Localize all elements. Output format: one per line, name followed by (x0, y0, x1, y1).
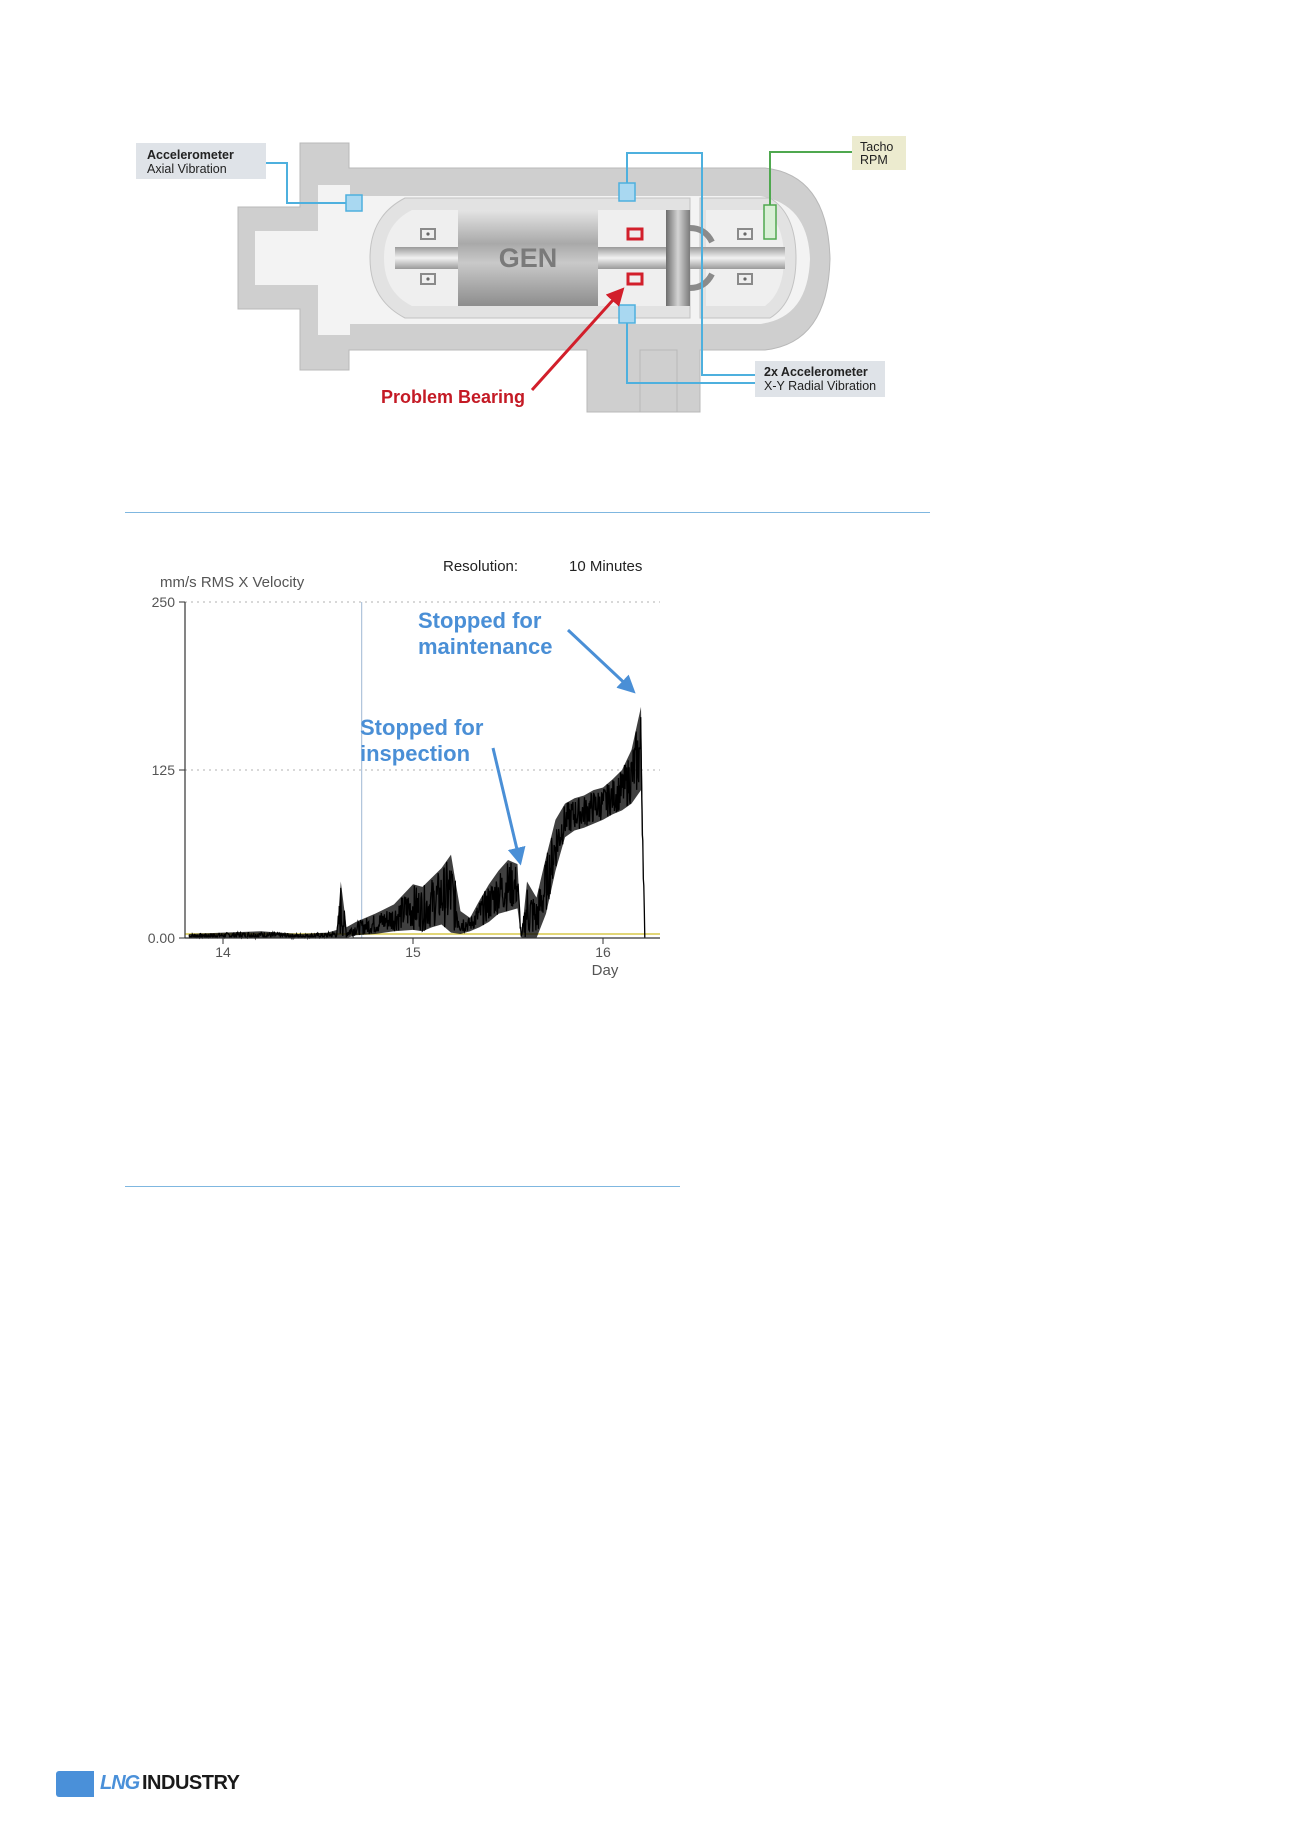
svg-text:Axial Vibration: Axial Vibration (147, 162, 227, 176)
resolution-label: Resolution: (443, 558, 519, 575)
y-tick-label: 0.00 (147, 930, 175, 946)
annotation-arrow (493, 748, 520, 862)
lng-industry-logo (56, 1771, 246, 1799)
annotation-text-line2: maintenance (418, 634, 553, 659)
annotation-arrow (568, 630, 633, 691)
separator-bottom (125, 1186, 680, 1187)
logo-industry-text: INDUSTRY (142, 1772, 240, 1794)
y-tick-label: 250 (151, 594, 175, 610)
x-tick-label: 15 (405, 944, 421, 960)
annotation-text-line2: inspection (360, 741, 471, 766)
svg-text:Problem Bearing: Problem Bearing (381, 387, 526, 407)
y-tick-label: 125 (151, 762, 175, 778)
annotation-text-line1: Stopped for (418, 608, 542, 633)
svg-text:Tacho: Tacho (860, 140, 894, 154)
svg-text:X-Y Radial Vibration: X-Y Radial Vibration (764, 379, 877, 393)
logo-lng-text: LNG (100, 1772, 140, 1794)
svg-text:2x Accelerometer: 2x Accelerometer (764, 365, 868, 379)
svg-text:Accelerometer: Accelerometer (147, 148, 234, 162)
gen-label: GEN (498, 243, 558, 273)
svg-text:RPM: RPM (860, 153, 888, 167)
resolution-value: 10 Minutes (569, 558, 643, 575)
annotation-text-line1: Stopped for (360, 715, 484, 740)
logo-block (56, 1771, 94, 1797)
x-tick-label: 16 (595, 944, 611, 960)
x-tick-label: 14 (215, 944, 231, 960)
y-axis-label: mm/s RMS X Velocity (160, 574, 305, 591)
x-axis-label: Day (591, 962, 619, 979)
